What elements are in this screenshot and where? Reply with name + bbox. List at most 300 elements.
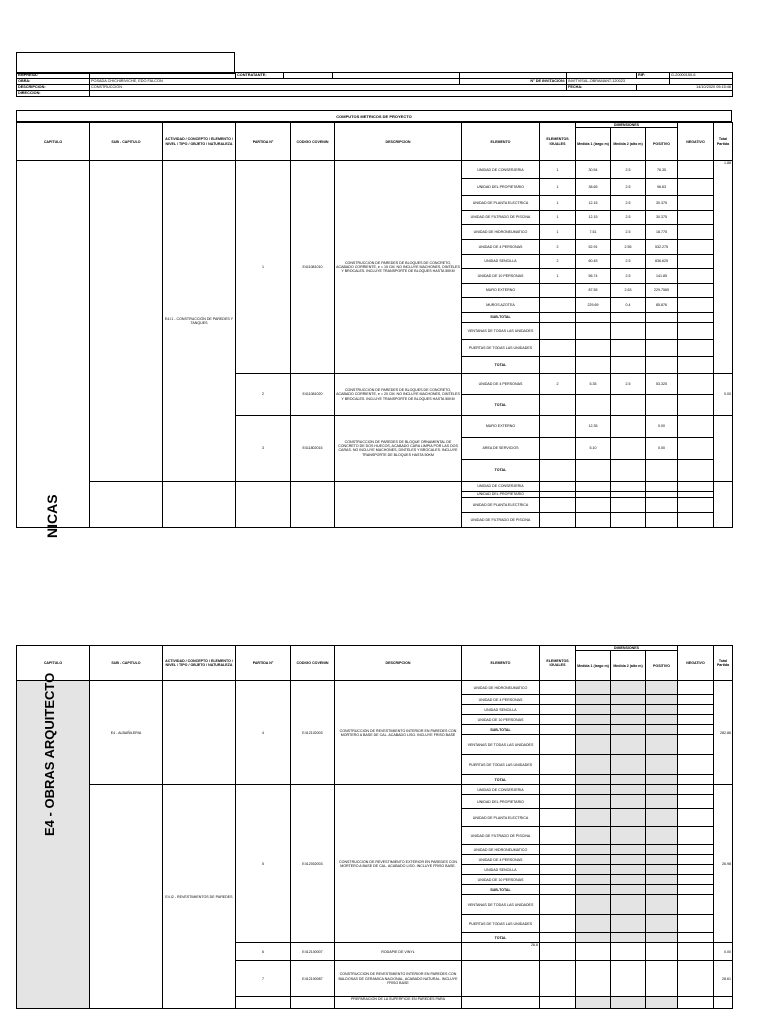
table-cell xyxy=(646,827,678,845)
medida1-cell: 7.51 xyxy=(576,225,611,240)
table-cell xyxy=(646,997,678,1009)
table-cell xyxy=(611,437,646,459)
table-cell xyxy=(576,885,611,895)
obra-label: OBRA: xyxy=(17,79,90,85)
table-cell xyxy=(611,809,646,827)
actividad-cell xyxy=(163,681,236,785)
elemento-cell: UNIDAD DE CONSERJERIA xyxy=(462,481,540,491)
computos-table-page1 xyxy=(16,122,733,528)
codigo-covenin xyxy=(291,997,335,1009)
descripcion-value: CONSTRUCCION xyxy=(90,85,567,91)
elemento-cell: SUB-TOTAL xyxy=(462,885,540,895)
positivo-cell: 141.85 xyxy=(646,269,678,284)
partida-descripcion: RODAPIE DE VINYL xyxy=(335,943,462,961)
table-cell xyxy=(540,915,576,933)
elemento-cell: UNIDAD DE HIDRONEUMATICO xyxy=(462,225,540,240)
col-elemento: ELEMENTO xyxy=(462,123,540,161)
table-cell xyxy=(540,356,576,373)
table-cell xyxy=(646,845,678,855)
table-cell xyxy=(540,715,576,725)
col-codigo-p2: CODIGO COVENIN xyxy=(291,646,335,681)
table-cell xyxy=(611,705,646,715)
table-cell xyxy=(576,339,611,356)
table-cell xyxy=(646,322,678,339)
col-total: Total Partida xyxy=(714,123,733,161)
partida-num: 3 xyxy=(236,415,291,481)
col-capitulo: CAPITULO xyxy=(17,123,90,161)
table-cell xyxy=(540,437,576,459)
elementos-iguales-cell: 1 xyxy=(540,210,576,225)
col-negativo-p2: NEGATIVO xyxy=(678,646,714,681)
codigo-covenin: E411081010 xyxy=(291,161,335,374)
elemento-cell: UNIDAD DE 4 PERSONAS xyxy=(462,239,540,254)
total-partida: 282.86 xyxy=(714,681,733,785)
table-cell xyxy=(540,943,576,961)
elementos-iguales-cell: 2 xyxy=(540,254,576,269)
codigo-covenin: E412100087 xyxy=(291,961,335,997)
table-cell xyxy=(576,681,611,695)
descripcion-label: DESCRIPCION: xyxy=(17,85,90,91)
table-cell xyxy=(576,895,611,915)
codigo-covenin: E412002003 xyxy=(291,785,335,943)
col-total-p2: Total Partida xyxy=(714,646,733,681)
table-cell xyxy=(540,855,576,865)
elemento-cell: UNIDAD DE PLANTA ELECTRICA xyxy=(462,196,540,211)
medida1-cell: 56.74 xyxy=(576,269,611,284)
table-cell xyxy=(576,755,611,775)
medida2-cell: 0.4 xyxy=(611,298,646,313)
positivo-cell: 532.275 xyxy=(646,239,678,254)
total-partida xyxy=(714,997,733,1009)
table-cell xyxy=(576,865,611,875)
sheet-title-text: COMPUTOS METRICOS DE PROYECTO xyxy=(336,114,412,119)
table-cell xyxy=(611,855,646,865)
partida-num xyxy=(236,481,291,527)
elemento-cell: TOTAL xyxy=(462,933,540,943)
codigo-covenin: E412100007 xyxy=(291,943,335,961)
medida2-cell: 2.5 xyxy=(611,225,646,240)
negativo-cell xyxy=(678,161,714,179)
negativo-cell xyxy=(678,239,714,254)
table-cell xyxy=(576,695,611,705)
positivo-cell: 85.876 xyxy=(646,298,678,313)
table-row xyxy=(17,161,733,179)
actividad-cell: E4.I2 - REVESTIMIENTOS DE PAREDES xyxy=(163,785,236,1009)
table-cell xyxy=(611,339,646,356)
partida-descripcion: CONSTRUCCION DE REVESTIMIENTO INTERIOR EN PAREDES CON MORTERO A BASE DE CAL. ACABADO LISO. INCLUYE FRISO BASE xyxy=(335,681,462,785)
col-elementos-iguales: ELEMENTOS IGUALES xyxy=(540,123,576,161)
partida-descripcion: CONSTRUCCION DE REVESTIMIENTO INTERIOR EN PAREDES CON BALDOSAS DE CERAMICA NACIONAL, ACABADO NATURAL. INCLUYE FRISO BASE xyxy=(335,961,462,997)
table-cell xyxy=(678,997,714,1009)
elementos-iguales-cell: 1 xyxy=(540,225,576,240)
elemento-cell: UNIDAD DE FILTRADO DE PISCINA xyxy=(462,827,540,845)
table-cell xyxy=(678,497,714,512)
rif-value: G-20000150-6 xyxy=(670,73,733,79)
medida2-cell: 2.5 xyxy=(611,161,646,179)
total-partida: 0.00 xyxy=(714,943,733,961)
table-cell xyxy=(646,715,678,725)
medida1-cell: 5.10 xyxy=(576,437,611,459)
table-cell xyxy=(611,933,646,943)
table-cell xyxy=(678,809,714,827)
table-cell xyxy=(540,394,576,415)
partida-num: 1 xyxy=(236,161,291,374)
table-cell xyxy=(576,997,611,1009)
table-cell xyxy=(540,681,576,695)
table-cell xyxy=(576,845,611,855)
table-cell xyxy=(611,715,646,725)
table-cell xyxy=(611,845,646,855)
elemento-cell: VENTANAS DE TODAS LAS UNIDADES xyxy=(462,895,540,915)
table-cell xyxy=(576,512,611,527)
table-cell xyxy=(576,775,611,785)
table-cell xyxy=(576,725,611,735)
table-cell xyxy=(611,497,646,512)
elemento-cell: UNIDAD DE 10 PERSONAS xyxy=(462,269,540,284)
medida2-cell: 2.5 xyxy=(611,210,646,225)
table-cell xyxy=(576,322,611,339)
table-cell xyxy=(611,695,646,705)
elemento-cell: UNIDAD SENCILLA xyxy=(462,865,540,875)
medida1-cell: 38.65 xyxy=(576,179,611,196)
elemento-cell: 26.6 xyxy=(462,943,540,961)
table-cell xyxy=(540,497,576,512)
partida-descripcion xyxy=(335,481,462,527)
table-cell xyxy=(678,961,714,997)
table-cell xyxy=(646,775,678,785)
elemento-cell: UNIDAD DE CONSERJERIA xyxy=(462,161,540,179)
table-cell xyxy=(540,415,576,437)
partida-num: 5 xyxy=(236,785,291,943)
table-cell xyxy=(611,961,646,997)
table-cell xyxy=(646,339,678,356)
table-cell xyxy=(611,885,646,895)
elemento-cell: UNIDAD DEL PROPIETARIO xyxy=(462,179,540,196)
table-cell xyxy=(611,322,646,339)
partida-descripcion: PREPARACION DE LA SUPERFICIE EN PAREDES PARA xyxy=(335,997,462,1009)
table-cell xyxy=(678,695,714,705)
table-cell xyxy=(576,459,611,481)
col-partida: PARTIDA N° xyxy=(236,123,291,161)
codigo-covenin: E412102003 xyxy=(291,681,335,785)
table-cell xyxy=(576,809,611,827)
elemento-cell: PUERTAS DE TODAS LAS UNIDADES xyxy=(462,915,540,933)
sheet-title xyxy=(16,110,732,122)
col-medida1-p2: Medida 1 (largo m) xyxy=(576,651,611,681)
medida1-cell: 5.35 xyxy=(576,373,611,394)
elemento-cell: UNIDAD DE HIDRONEUMATICO xyxy=(462,845,540,855)
table-cell xyxy=(678,845,714,855)
col-medida2: Medida 2 (alto m) xyxy=(611,128,646,161)
medida1-cell: 87.55 xyxy=(576,283,611,298)
table-cell xyxy=(646,875,678,885)
table-cell xyxy=(646,735,678,755)
positivo-cell: 0.00 xyxy=(646,437,678,459)
table-cell xyxy=(611,997,646,1009)
table-cell xyxy=(678,735,714,755)
table-cell xyxy=(576,943,611,961)
table-cell xyxy=(611,415,646,437)
table-cell xyxy=(646,705,678,715)
table-cell xyxy=(678,875,714,885)
medida1-cell: 60.45 xyxy=(576,254,611,269)
col-actividad: ACTIVIDAD / CONCEPTO / ELEMENTO / NIVEL / TIPO / OBJETO / NATURALEZA xyxy=(163,123,236,161)
table-cell xyxy=(646,681,678,695)
table-cell xyxy=(646,459,678,481)
subcapitulo-cell xyxy=(90,481,163,527)
table-cell xyxy=(646,795,678,809)
medida1-cell: 12.35 xyxy=(576,415,611,437)
contratante-label: CONTRATANTE: xyxy=(236,73,284,79)
partida-num: 4 xyxy=(236,681,291,785)
table-cell xyxy=(576,915,611,933)
table-cell xyxy=(576,497,611,512)
table-cell xyxy=(678,512,714,527)
positivo-cell: 18.775 xyxy=(646,225,678,240)
elemento-cell: VENTANAS DE TODAS LAS UNIDADES xyxy=(462,735,540,755)
table-cell xyxy=(678,933,714,943)
elemento-cell: UNIDAD DE 4 PERSONAS xyxy=(462,695,540,705)
negativo-cell xyxy=(678,196,714,211)
col-negativo: NEGATIVO xyxy=(678,123,714,161)
elemento-cell: UNIDAD DE 10 PERSONAS xyxy=(462,715,540,725)
elemento-cell: UNIDAD DE FILTRADO DE PISCINA xyxy=(462,210,540,225)
table-cell xyxy=(576,394,611,415)
rif-label: RIF: xyxy=(637,73,670,79)
elemento-cell: UNIDAD DEL PROPIETARIO xyxy=(462,795,540,809)
positivo-cell: 76.35 xyxy=(646,161,678,179)
partida-descripcion: CONSTRUCCION DE PAREDES DE BLOQUES DE CONCRETO, ACABADO CORRIENTE, e = 15 CM. NO INCLUYE MACHONES, DINTELES Y BROCALES. INCLUYE TRANSPORTE DE BLOQUES HASTA 50KM xyxy=(335,161,462,374)
elemento-cell: SUB-TOTAL xyxy=(462,725,540,735)
elemento-cell: TOTAL xyxy=(462,356,540,373)
table-cell xyxy=(678,312,714,322)
col-subcapitulo: SUB - CAPITULO xyxy=(90,123,163,161)
table-cell xyxy=(678,855,714,865)
subcapitulo-cell xyxy=(90,785,163,1009)
table-cell xyxy=(540,875,576,885)
elemento-cell: UNIDAD SENCILLA xyxy=(462,254,540,269)
table-cell xyxy=(678,827,714,845)
elemento-cell: UNIDAD DE FILTRADO DE PISCINA xyxy=(462,512,540,527)
table-cell xyxy=(646,512,678,527)
elemento-cell: UNIDAD SENCILLA xyxy=(462,705,540,715)
positivo-cell: 30.375 xyxy=(646,210,678,225)
table-cell xyxy=(678,865,714,875)
positivo-cell: 836.625 xyxy=(646,254,678,269)
table-cell xyxy=(678,795,714,809)
table-cell xyxy=(678,339,714,356)
elemento-cell: UNIDAD DE 4 PERSONAS xyxy=(462,855,540,865)
table-cell xyxy=(611,943,646,961)
table-cell xyxy=(611,875,646,885)
table-cell xyxy=(540,755,576,775)
elemento-cell: VENTANAS DE TODAS LAS UNIDADES xyxy=(462,322,540,339)
table-cell xyxy=(646,961,678,997)
negativo-cell xyxy=(678,269,714,284)
table-cell xyxy=(540,785,576,795)
table-cell xyxy=(611,356,646,373)
obra-value: POSADA CHICHIRIVICHE, EDO FALCON xyxy=(90,79,460,85)
table-cell xyxy=(576,795,611,809)
table-row xyxy=(17,481,733,491)
table-cell xyxy=(678,725,714,735)
table-cell xyxy=(611,775,646,785)
table-cell xyxy=(611,481,646,491)
col-dimensiones: DIMENSIONES xyxy=(576,123,678,128)
table-cell xyxy=(611,827,646,845)
elementos-iguales-cell xyxy=(540,298,576,313)
negativo-cell xyxy=(678,283,714,298)
table-cell xyxy=(576,735,611,755)
medida2-cell: 2.5 xyxy=(611,254,646,269)
elemento-cell: PUERTAS DE TODAS LAS UNIDADES xyxy=(462,755,540,775)
col-positivo-p2: POSITIVO xyxy=(646,651,678,681)
partida-descripcion: CONSTRUCCION DE REVESTIMIENTO EXTERIOR EN PAREDES CON MORTERO A BASE DE CAL. ACABADO LISO. INCLUYE FRISO BASE. xyxy=(335,785,462,943)
invitacion-label: N° DE INVITACION: xyxy=(460,79,567,85)
table-cell xyxy=(611,725,646,735)
table-cell xyxy=(611,735,646,755)
partida-num: 6 xyxy=(236,943,291,961)
elemento-cell: UNIDAD DE CONSERJERIA xyxy=(462,785,540,795)
table-cell xyxy=(540,312,576,322)
codigo-covenin: E411802015 xyxy=(291,415,335,481)
header-info xyxy=(16,72,733,97)
partida-num: 2 xyxy=(236,373,291,415)
medida2-cell: 2.55 xyxy=(611,239,646,254)
col-medida2-p2: Medida 2 (alto m) xyxy=(611,651,646,681)
elemento-cell: AREA DE SERVICIOS xyxy=(462,437,540,459)
table-cell xyxy=(678,437,714,459)
table-cell xyxy=(611,394,646,415)
table-cell xyxy=(611,512,646,527)
col-subcapitulo-p2: SUB - CAPITULO xyxy=(90,646,163,681)
table-cell xyxy=(576,705,611,715)
fecha-value: 14/10/2020 05:15:46 xyxy=(637,85,733,91)
table-cell xyxy=(646,865,678,875)
table-row xyxy=(17,681,733,695)
elementos-iguales-cell: 2 xyxy=(540,373,576,394)
subcapitulo-cell: E4 - ALBAÑILERIA xyxy=(90,681,163,785)
positivo-cell: 229.7565 xyxy=(646,283,678,298)
table-cell xyxy=(646,933,678,943)
table-cell xyxy=(576,855,611,865)
elemento-cell: TOTAL xyxy=(462,775,540,785)
table-cell xyxy=(540,961,576,997)
table-cell xyxy=(678,459,714,481)
capitulo-cell xyxy=(17,161,90,528)
table-cell xyxy=(646,481,678,491)
negativo-cell xyxy=(678,225,714,240)
table-cell xyxy=(540,725,576,735)
table-cell xyxy=(611,895,646,915)
table-row xyxy=(17,785,733,795)
actividad-cell: E4.I1 - CONSTRUCCIÓN DE PAREDES Y TANQUES xyxy=(163,161,236,482)
col-dimensiones-p2: DIMENSIONES xyxy=(576,646,678,651)
table-cell xyxy=(611,312,646,322)
elemento-cell: SUB-TOTAL xyxy=(462,312,540,322)
col-actividad-p2: ACTIVIDAD / CONCEPTO / ELEMENTO / NIVEL / TIPO / OBJETO / NATURALEZA xyxy=(163,646,236,681)
elemento-cell: UNIDAD DEL PROPIETARIO xyxy=(462,491,540,497)
table-cell xyxy=(678,885,714,895)
negativo-cell xyxy=(678,179,714,196)
total-partida xyxy=(714,481,733,527)
table-cell xyxy=(611,459,646,481)
table-cell xyxy=(540,459,576,481)
table-cell xyxy=(576,481,611,491)
elemento-cell xyxy=(462,997,540,1009)
table-cell xyxy=(646,755,678,775)
table-cell xyxy=(646,725,678,735)
table-cell xyxy=(678,943,714,961)
table-cell xyxy=(540,735,576,755)
table-cell xyxy=(611,681,646,695)
elementos-iguales-cell: 1 xyxy=(540,179,576,196)
table-cell xyxy=(678,715,714,725)
table-cell xyxy=(540,481,576,491)
elementos-iguales-cell: 2 xyxy=(540,239,576,254)
total-partida: 0.00 xyxy=(714,373,733,415)
subcapitulo-cell xyxy=(90,161,163,482)
medida1-cell: 12.15 xyxy=(576,210,611,225)
elemento-cell: UNIDAD DE 10 PERSONAS xyxy=(462,875,540,885)
table-cell xyxy=(540,809,576,827)
table-cell xyxy=(678,356,714,373)
table-cell xyxy=(646,943,678,961)
table-cell xyxy=(576,356,611,373)
medida2-cell: 2.5 xyxy=(611,179,646,196)
codigo-covenin xyxy=(291,481,335,527)
positivo-cell: 30.375 xyxy=(646,196,678,211)
negativo-cell xyxy=(678,373,714,394)
page1-capitulo-label: NICAS xyxy=(44,494,60,538)
table-cell xyxy=(611,755,646,775)
elemento-cell: TOTAL xyxy=(462,459,540,481)
medida2-cell: 2.5 xyxy=(611,269,646,284)
elemento-cell: UNIDAD DE 4 PERSONAS xyxy=(462,373,540,394)
negativo-cell xyxy=(678,298,714,313)
table-cell xyxy=(646,695,678,705)
table-cell xyxy=(611,795,646,809)
total-partida xyxy=(714,415,733,481)
computos-table-page2 xyxy=(16,645,733,1009)
empresa-label: EMPRESA: xyxy=(17,73,90,79)
table-cell xyxy=(611,915,646,933)
elementos-iguales-cell: 1 xyxy=(540,161,576,179)
codigo-covenin: E411081020 xyxy=(291,373,335,415)
table-cell xyxy=(646,809,678,827)
table-cell xyxy=(576,785,611,795)
invitacion-value: INVITVISAL-OBRAMANT-120023 xyxy=(567,79,670,85)
table-cell xyxy=(678,415,714,437)
table-cell xyxy=(576,715,611,725)
medida1-cell: 52.91 xyxy=(576,239,611,254)
table-cell xyxy=(540,795,576,809)
table-cell xyxy=(646,895,678,915)
table-cell xyxy=(678,394,714,415)
page2-capitulo-label: E4 - OBRAS ARQUITECTO xyxy=(42,672,57,836)
negativo-cell xyxy=(678,254,714,269)
elemento-cell: UNIDAD DE PLANTA ELECTRICA xyxy=(462,809,540,827)
table-cell xyxy=(678,915,714,933)
medida1-cell: 30.54 xyxy=(576,161,611,179)
fecha-label: FECHA: xyxy=(567,85,637,91)
col-descripcion: DESCRIPCION xyxy=(335,123,462,161)
table-cell xyxy=(646,885,678,895)
logo-box xyxy=(16,52,235,74)
positivo-cell: 96.63 xyxy=(646,179,678,196)
elementos-iguales-cell xyxy=(540,283,576,298)
table-cell xyxy=(576,312,611,322)
